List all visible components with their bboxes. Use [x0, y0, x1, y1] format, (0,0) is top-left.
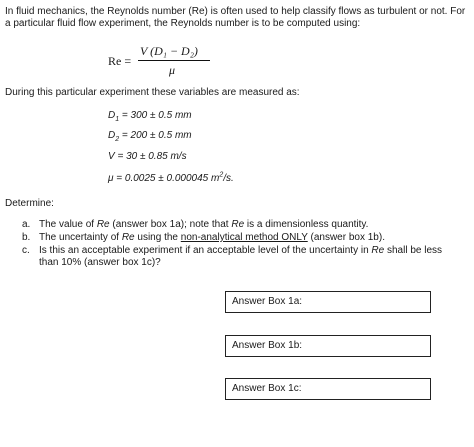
formula-numerator: V (D₁ − D₂)	[140, 44, 198, 58]
fraction-bar	[138, 60, 210, 61]
formula-lhs: Re =	[108, 54, 132, 68]
measurement-d2: $D_2 = 200 \pm 0.5$ mm	[108, 130, 192, 143]
measurement-mu: μ = 0.0025 ± 0.000045 $m^2/s$.	[108, 171, 234, 184]
list-item-c: c. Is this an acceptable experiment if an acceptable level of the uncertainty in Re shall be less than 10% (answer box 1c)?	[22, 245, 443, 268]
measurement-v: V = 30 ± 0.85 m/s	[108, 151, 187, 162]
intro-paragraph: In fluid mechanics, the Reynolds number (Re) is often used to help classify flows as turbulent or not. For a particular fluid flow experiment, the Reynolds number is to be computed using:	[5, 6, 466, 29]
determine-label: Determine:	[5, 198, 54, 209]
list-item-a: a. The value of Re (answer box 1a); note that Re is a dimensionless quantity.	[22, 219, 369, 230]
formula-denominator: μ	[169, 63, 176, 77]
list-item-b: b. The uncertainty of Re using the non-analytical method ONLY (answer box 1b).	[22, 232, 385, 243]
task-list	[22, 219, 462, 270]
measurement-d1: $D_1 = 300 \pm 0.5$ mm	[108, 110, 192, 123]
reynolds-formula	[108, 44, 228, 76]
answer-box-1b[interactable]: Answer Box 1b:	[225, 335, 431, 357]
answer-box-1c[interactable]: Answer Box 1c:	[225, 378, 431, 400]
measured-intro: During this particular experiment these variables are measured as:	[5, 87, 300, 98]
answer-box-1a[interactable]: Answer Box 1a:	[225, 291, 431, 313]
